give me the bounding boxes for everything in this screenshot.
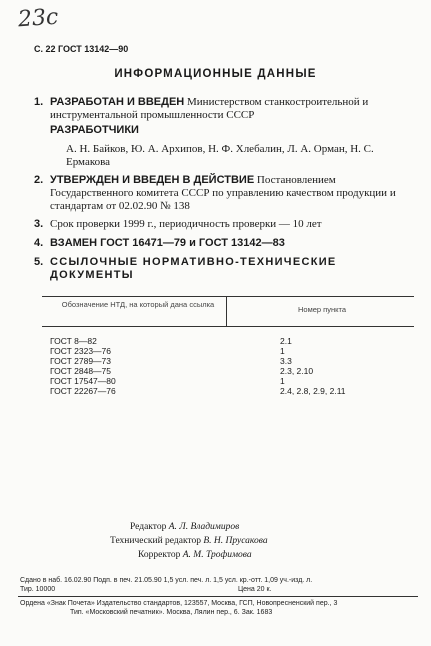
- item-lead: ВЗАМЕН ГОСТ 16471—79 и ГОСТ 13142—83: [50, 237, 285, 249]
- table-header-document: Обозначение НТД, на который дана ссылка: [61, 300, 215, 309]
- item-number: 5.: [34, 256, 44, 268]
- item-number: 2.: [34, 174, 44, 186]
- developers-list: А. Н. Байков, Ю. А. Архипов, Н. Ф. Хлебалин, Л. А. Орман, Н. С. Ермакова: [66, 143, 374, 168]
- table-cell-document: ГОСТ 2789—73: [50, 356, 112, 366]
- footer-rule: [18, 596, 418, 597]
- table-header-point: Номер пункта: [297, 305, 346, 314]
- table-row: [50, 386, 420, 396]
- print-run: Тир. 10000 Цена 20 к.: [20, 586, 272, 593]
- editor-line: [130, 522, 239, 532]
- publisher-info: Ордена «Знак Почета» Издательство стандартов, 123557, Москва, ГСП, Новопресненский пер., 3: [20, 600, 338, 607]
- print-info: Сдано в наб. 16.02.90 Подп. в печ. 21.05.90 1,5 усл. печ. л. 1,5 усл. кр.-отт. 1,09 уч.-изд. л.: [20, 577, 313, 584]
- tech-editor-line: [110, 536, 268, 546]
- info-item-1: [34, 96, 410, 122]
- table-cell-document: ГОСТ 2848—75: [50, 366, 112, 376]
- table-cell-point: 1: [280, 346, 285, 356]
- info-item-3: [34, 218, 410, 231]
- item-lead: РАЗРАБОТАН И ВВЕДЕН: [50, 96, 185, 108]
- item-number: 4.: [34, 237, 44, 249]
- table-row: [50, 346, 420, 356]
- editor-role: Технический редактор: [110, 536, 201, 546]
- table-row: [50, 356, 420, 366]
- table-cell-point: 2.3, 2.10: [280, 366, 314, 376]
- table-cell-point: 1: [280, 376, 285, 386]
- corrector-line: [138, 550, 252, 560]
- page-header: С. 22 ГОСТ 13142—90: [34, 44, 129, 54]
- table-top-rule: [42, 296, 414, 297]
- table-cell-document: ГОСТ 8—82: [50, 336, 97, 346]
- editor-role: Корректор: [138, 550, 181, 560]
- table-cell-document: ГОСТ 17547—80: [50, 376, 116, 386]
- table-row: [50, 376, 420, 386]
- table-row: [50, 336, 420, 346]
- table-cell-document: ГОСТ 22267—76: [50, 386, 116, 396]
- table-row: [50, 366, 420, 376]
- developers-heading: РАЗРАБОТЧИКИ: [50, 124, 139, 136]
- table-cell-point: 3.3: [280, 356, 292, 366]
- table-column-divider: [226, 296, 227, 326]
- item-text: Министерством станкостроительной и инструментальной промышленности СССР: [50, 96, 369, 121]
- info-item-4: [34, 237, 410, 250]
- info-item-2: [34, 174, 410, 213]
- item-number: 3.: [34, 218, 44, 230]
- table-cell-document: ГОСТ 2323—76: [50, 346, 112, 356]
- editor-name: А. Л. Владимиров: [168, 522, 240, 532]
- editor-name: А. М. Трофимова: [182, 550, 252, 560]
- item-text: Постановлением Государственного комитета СССР по управлению качеством продукции и стандартам от 02.02.90 № 138: [50, 174, 396, 212]
- item-number: 1.: [34, 96, 44, 108]
- table-cell-point: 2.1: [280, 336, 292, 346]
- item-text: Срок проверки 1999 г., периодичность проверки — 10 лет: [50, 218, 322, 230]
- info-item-5: [34, 256, 410, 282]
- editor-role: Редактор: [130, 522, 167, 532]
- handwritten-note: 23с: [17, 4, 60, 33]
- item-lead: УТВЕРЖДЕН И ВВЕДЕН В ДЕЙСТВИЕ: [50, 174, 255, 186]
- editor-name: В. Н. Прусакова: [203, 536, 268, 546]
- table-cell-point: 2.4, 2.8, 2.9, 2.11: [280, 386, 346, 396]
- item-lead: ССЫЛОЧНЫЕ НОРМАТИВНО-ТЕХНИЧЕСКИЕ ДОКУМЕНТЫ: [50, 256, 337, 281]
- table-header-rule: [42, 326, 414, 327]
- printer-info: Тип. «Московский печатник». Москва, Лялин пер., 6. Зак. 1683: [70, 609, 273, 616]
- section-title: ИНФОРМАЦИОННЫЕ ДАННЫЕ: [114, 68, 317, 80]
